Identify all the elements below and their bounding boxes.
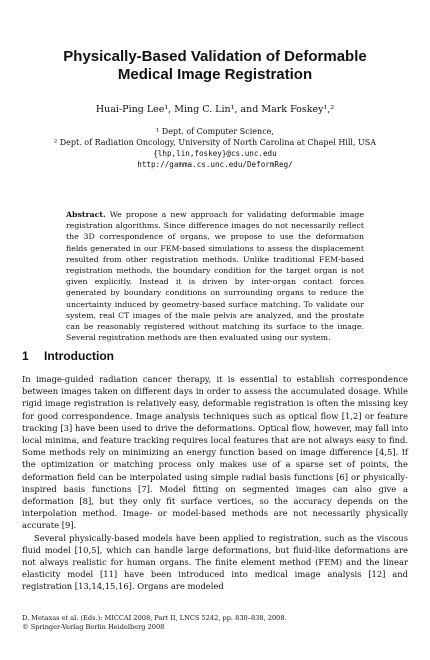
section-heading [22,349,114,363]
affiliation-1: ¹ Dept. of Computer Science, [156,127,274,136]
paper-title [40,48,390,84]
title-line-1: Physically-Based Validation of Deformable [63,48,367,65]
section-number: 1 [22,349,29,363]
abstract [66,209,364,343]
author-list: Huai-Ping Lee¹, Ming C. Lin¹, and Mark Foskey¹,² [95,104,335,115]
section-title: Introduction [44,349,114,363]
title-line-2: Medical Image Registration [117,66,313,83]
abstract-text: We propose a new approach for validating deformable image registration algorithms. Since difference images do not necessarily reflect the 3D correspondence of organs, we propose to use the deformation fields generated in our FEM-based simulations to assess the displacement resulted from other registration methods. Unlike traditional FEM-based registration methods, the boundary condition for the target organ is not given explicitly. Instead it is driven by inter-organ contact forces generated by boundary conditions on surrounding organs to reduce the uncertainty induced by geometry-based surface matching. To validate our system, real CT images of the male pelvis are analyzed, and the prostate can be reasonably registered without matching its surface to the image. Several registration methods are then evaluated using our system. [66,210,364,343]
section-body [22,373,408,593]
abstract-label: Abstract. [66,210,106,219]
affiliation-2: ² Dept. of Radiation Oncology, University of North Carolina at Chapel Hill, USA [53,138,377,147]
paragraph-1: In image-guided radiation cancer therapy, it is essential to establish correspondence between images taken on different days in order to assess the accumulated dosage. While rigid image registration is relatively easy, deformable registration is often the missing key for good correspondence. Image analysis techniques such as optical flow [1,2] or feature tracking [3] have been used to drive the deformations. Optical flow, however, may fall into local minima, and feature tracking requires local features that are not always easy to find. Some methods rely on minimizing an energy function based on image difference [4,5]. If the optimization or matching process only makes use of a sparse set of points, the deformation field can be interpolated using simple radial basis functions [6] or physically-inspired basis functions [7]. Model fitting on segmented images can also give a deformation [8], but they only fit surface vertices, so the accuracy depends on the interpolation method. Image- or model-based methods are not necessarily physically accurate [9]. [22,374,408,531]
project-url[interactable]: http://gamma.cs.unc.edu/DeformReg/ [137,160,293,169]
footer-copyright: © Springer-Verlag Berlin Heidelberg 2008 [22,623,165,631]
footer-citation: D. Metaxas et al. (Eds.): MICCAI 2008, Part II, LNCS 5242, pp. 830–838, 2008. [22,614,287,622]
citation-footer [22,614,408,632]
author-email: {lhp,lin,foskey}@cs.unc.edu [153,149,277,158]
affiliations [15,126,415,170]
paragraph-2: Several physically-based models have been applied to registration, such as the viscous fluid model [10,5], which can handle large deformations, but fluid-like deformations are not always realistic for human organs. The finite element method (FEM) and the linear elasticity model [11] have been introduced into medical image analysis [12] and registration [13,14,15,16]. Organs are modeled [22,532,408,592]
